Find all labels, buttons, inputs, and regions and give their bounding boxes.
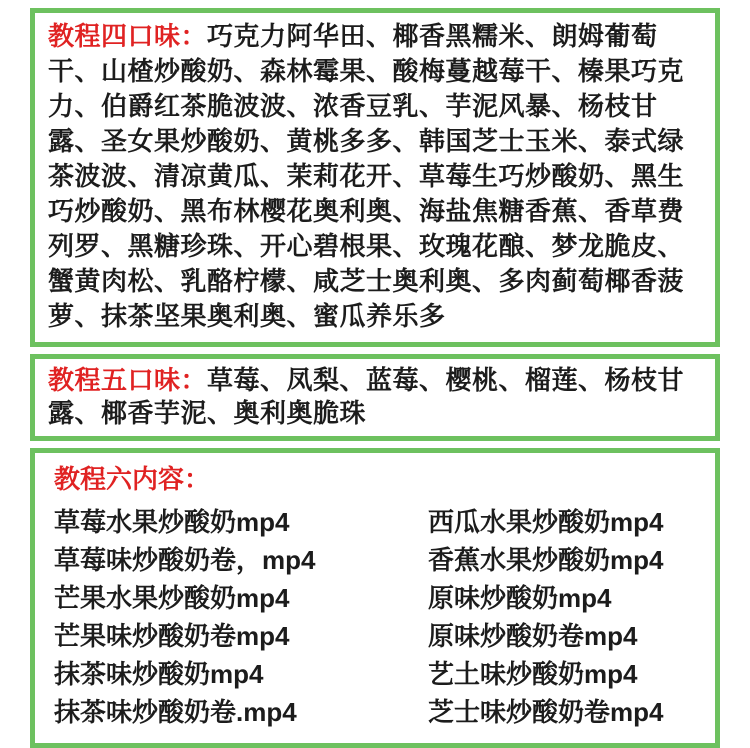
file-item: 抹茶味炒酸奶mp4 [54, 659, 264, 689]
section-four-paragraph [48, 19, 702, 334]
file-item: 香蕉水果炒酸奶mp4 [428, 545, 664, 575]
section-five-flavors: 草莓、凤梨、蓝莓、樱桃、榴莲、杨枝甘露、椰香芋泥、奥利奥脆珠 [48, 365, 685, 428]
file-item: 芒果水果炒酸奶mp4 [54, 583, 290, 613]
file-item: 原味炒酸奶卷mp4 [428, 621, 638, 651]
section-four-title: 教程四口味： [48, 21, 208, 51]
file-item: 芒果味炒酸奶卷mp4 [54, 621, 290, 651]
file-list [54, 503, 702, 731]
file-item: 草莓水果炒酸奶mp4 [54, 507, 290, 537]
file-item: 草莓味炒酸奶卷，mp4 [54, 545, 316, 575]
section-five-title: 教程五口味： [48, 365, 208, 395]
section-four [30, 8, 720, 347]
section-five [30, 354, 720, 441]
file-item: 艺土味炒酸奶mp4 [428, 659, 638, 689]
file-item: 芝士味炒酸奶卷mp4 [428, 697, 664, 727]
file-item: 抹茶味炒酸奶卷.mp4 [54, 697, 297, 727]
section-four-flavors: 巧克力阿华田、椰香黑糯米、朗姆葡萄干、山楂炒酸奶、森林霉果、酸梅蔓越莓干、榛果巧克力、伯爵红茶脆波波、浓香豆乳、芋泥风暴、杨枝甘露、圣女果炒酸奶、黄桃多多、韩国芝士玉米、泰式绿茶波波、清凉黄瓜、茉莉花开、草莓生巧炒酸奶、黑生巧炒酸奶、黑布林樱花奥利奥、海盐焦糖香蕉、香草费列罗、黑糖珍珠、开心碧根果、玫瑰花酿、梦龙脆皮、蟹黄肉松、乳酪柠檬、咸芝士奥利奥、多肉蓟萄椰香菠萝、抹茶坚果奥利奥、蜜瓜养乐多 [48, 21, 685, 331]
section-six-title: 教程六内容： [54, 464, 211, 494]
section-five-paragraph [48, 364, 702, 430]
file-item: 西瓜水果炒酸奶mp4 [428, 507, 664, 537]
file-item: 原味炒酸奶mp4 [428, 583, 612, 613]
section-six [30, 448, 720, 748]
